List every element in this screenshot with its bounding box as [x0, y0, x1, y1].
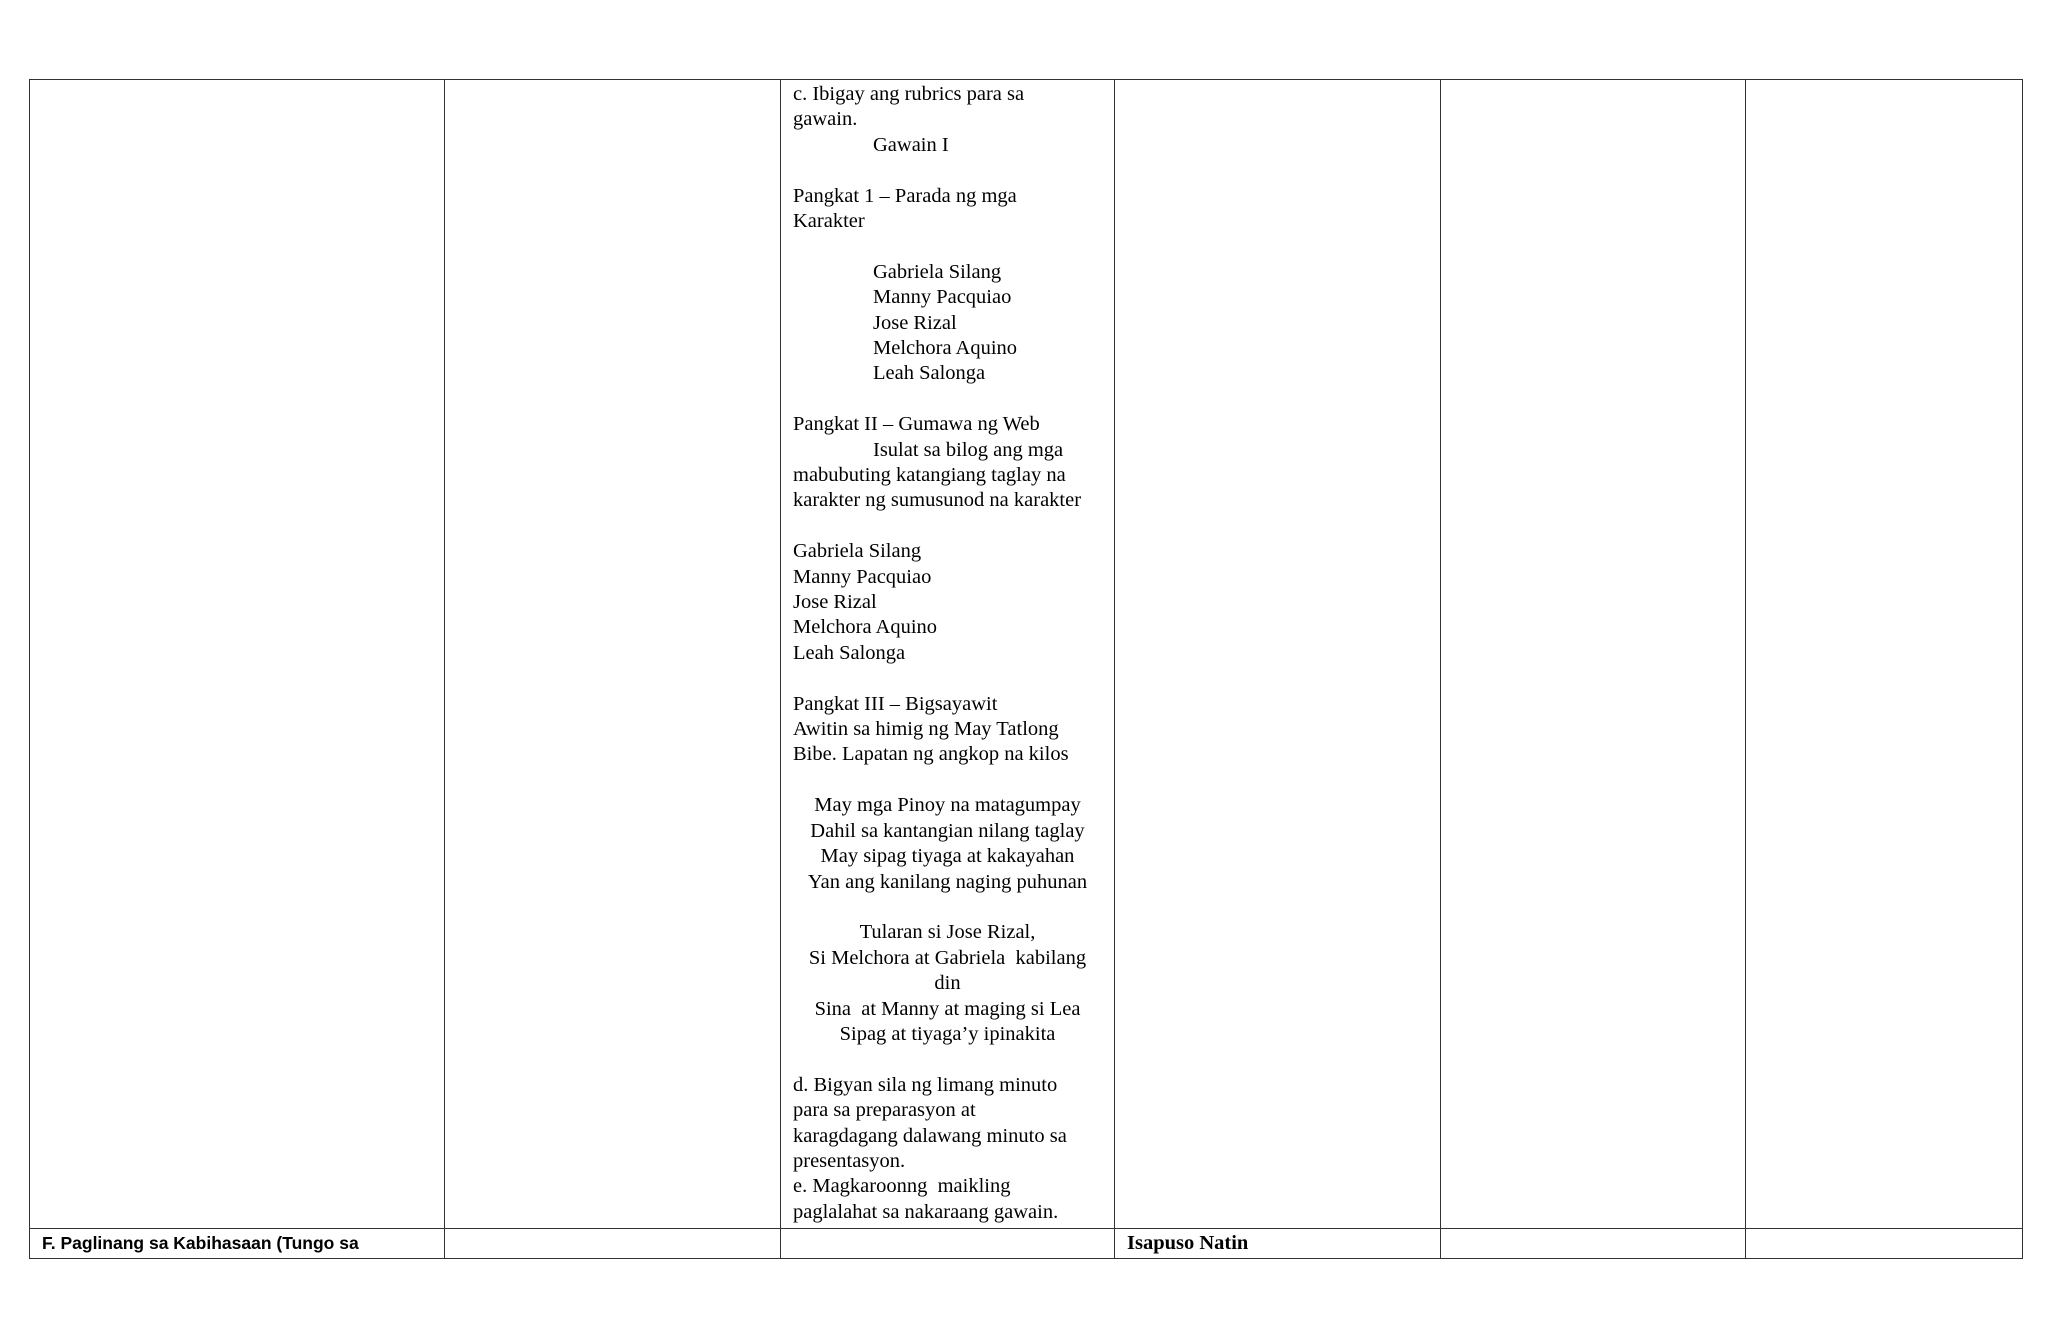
- text-line: May sipag tiyaga at kakayahan: [820, 845, 1075, 868]
- text-line: Si Melchora at Gabriela kabilang: [808, 946, 1087, 969]
- blank-line: [793, 158, 1102, 183]
- text-line: gawain.: [793, 108, 858, 131]
- text-line: Manny Pacquiao: [793, 565, 932, 588]
- text-line: Pangkat 1 – Parada ng mga: [793, 184, 1017, 207]
- text-line: Melchora Aquino: [873, 337, 1018, 360]
- text-line: Gawain I: [873, 133, 949, 156]
- table-row: [30, 1229, 2023, 1259]
- table-cell-col6: [1746, 80, 2023, 1229]
- table-cell-col6: [1746, 1229, 2023, 1259]
- text-line: Manny Pacquiao: [873, 286, 1012, 309]
- blank-line: [793, 895, 1102, 920]
- blank-line: [793, 234, 1102, 259]
- text-line: karagdagang dalawang minuto sa: [793, 1124, 1067, 1147]
- text-line: Jose Rizal: [793, 591, 877, 614]
- text-line: Melchora Aquino: [793, 616, 938, 639]
- text-line: d. Bigyan sila ng limang minuto: [793, 1073, 1058, 1096]
- table-cell-col4: [1115, 80, 1441, 1229]
- text-line: Dahil sa kantangian nilang taglay: [810, 819, 1085, 842]
- text-line: Yan ang kanilang naging puhunan: [807, 870, 1088, 893]
- text-line: Bibe. Lapatan ng angkop na kilos: [793, 743, 1069, 766]
- text-line: presentasyon.: [793, 1149, 906, 1172]
- text-line: karakter ng sumusunod na karakter: [793, 489, 1082, 512]
- text-line: May mga Pinoy na matagumpay: [814, 794, 1081, 817]
- table-cell-col5: [1441, 1229, 1746, 1259]
- text-line: para sa preparasyon at: [793, 1099, 976, 1122]
- blank-line: [793, 666, 1102, 691]
- text-line: Karakter: [793, 210, 865, 233]
- text-line: Jose Rizal: [873, 311, 957, 334]
- text-line: din: [934, 972, 961, 995]
- table-cell-col2: [445, 80, 781, 1229]
- text-line: mabubuting katangiang taglay na: [793, 464, 1066, 487]
- text-line: e. Magkaroonng maikling: [793, 1175, 1011, 1198]
- text-line: c. Ibigay ang rubrics para sa: [793, 83, 1025, 105]
- section-f-label: F. Paglinang sa Kabihasaan (Tungo sa: [30, 1229, 445, 1259]
- text-line: Sipag at tiyaga’y ipinakita: [839, 1022, 1056, 1045]
- text-line: Sina at Manny at maging si Lea: [814, 997, 1081, 1020]
- text-line: Gabriela Silang: [793, 540, 922, 563]
- text-line: Pangkat III – Bigsayawit: [793, 692, 998, 715]
- table-cell-col2: [445, 1229, 781, 1259]
- table-cell-col1: [30, 80, 445, 1229]
- blank-line: [793, 768, 1102, 793]
- text-line: paglalahat sa nakaraang gawain.: [793, 1200, 1059, 1223]
- table-cell-col3: [781, 1229, 1115, 1259]
- text-line: Isulat sa bilog ang mga: [873, 438, 1064, 461]
- activity-instructions-cell: [781, 80, 1115, 1229]
- text-line: Tularan si Jose Rizal,: [859, 921, 1036, 944]
- isapuso-natin-label: Isapuso Natin: [1115, 1229, 1441, 1259]
- text-line: Gabriela Silang: [873, 260, 1002, 283]
- text-line: Leah Salonga: [873, 362, 986, 385]
- blank-line: [793, 514, 1102, 539]
- lesson-plan-table: [29, 79, 2023, 1259]
- text-line: Awitin sa himig ng May Tatlong: [793, 718, 1059, 741]
- text-line: Leah Salonga: [793, 641, 906, 664]
- blank-line: [793, 1047, 1102, 1072]
- table-cell-col5: [1441, 80, 1746, 1229]
- blank-line: [793, 387, 1102, 412]
- table-row: [30, 80, 2023, 1229]
- text-line: Pangkat II – Gumawa ng Web: [793, 413, 1040, 436]
